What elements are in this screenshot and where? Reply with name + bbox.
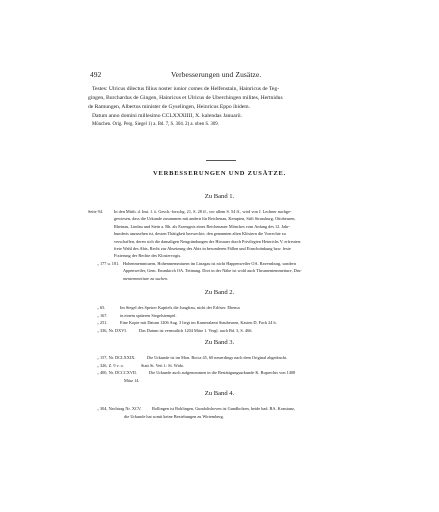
band-heading: Zu Band 2.	[204, 289, 235, 296]
entry-text: Fixierung der Rechte des Klostervogts.	[114, 253, 182, 259]
entry-text: mentemmetiure zu suchen.	[123, 275, 169, 281]
entry-ref: „ 65.	[97, 305, 106, 310]
entry-text: verschaffen, deren sich die damaligen Neugründungen der Hirsauer durch Privilegien Heinrichs V. erfreuten:	[114, 238, 302, 244]
entry-text: die Urkunde hat somit keine Beziehungen zu Wirtemberg.	[124, 413, 224, 419]
entry-text: Bollingen ist Bohlingen, Gundoltshoven ist Gundholzen, beide bad. BA. Konstanz,	[152, 406, 295, 411]
entry-text: Rheinau, Lindau und Stein a. Rh. als Erzeugnis eines Reichenauer Mönches vom Anfang des 12. Jahr-	[114, 223, 290, 229]
band-heading: Zu Band 4.	[204, 390, 235, 397]
band-heading: Zu Band 3.	[204, 339, 235, 346]
entry-text: Die Urkunde auch aufgenommen in die Bestätigungsurkunde K. Ruprechts von 1408	[149, 370, 296, 375]
source-note: München. Orig. Perg. Siegel 1) a. Bd. 7, S. 304. 2) a. oben S. 309.	[92, 122, 219, 127]
entry-ref: „ 304, Nachtrag Nr. XCV.	[97, 406, 142, 411]
entry-ref: „ 167.	[97, 312, 108, 318]
divider	[206, 160, 236, 161]
entry-text: Statt St. Veit l.: St. Wido.	[141, 362, 185, 368]
entry-text: Hohenmemmiuern, Hohenmemmiuern im Linzgau ist nicht Happenweiler OA. Ravensburg, sondern	[123, 261, 296, 266]
entry-ref: „ 336, Nr. DXVI.	[97, 327, 127, 333]
section-title: VERBESSERUNGEN UND ZUSÄTZE.	[152, 170, 287, 177]
entry-text: hunderts anzusehen ist, dessen Thätigkeit bezweckte, den genannten alten Klöstern die Vorrechte zu	[114, 231, 286, 237]
document-line: Testes: Ulricus dilectus filius noster iunior comes de Helfenstain, Hainricus de Teg-	[92, 86, 280, 92]
document-line: gingen, Burchardus de Gingen, Hainricus et Ulricus de Uberchingen milites, Hertnidus	[88, 95, 283, 101]
entry-ref: „ 251.	[97, 320, 108, 325]
document-line: de Ramungen, Albertus minister de Gyselingen, Heinricus Eppo ibidem.	[88, 104, 251, 110]
entry-ref: „ 157, Nr. DCLXXIX.	[97, 355, 136, 360]
entry-text: März 14.	[124, 377, 140, 383]
entry-text: freie Wahl des Abts, Recht zur Absetzung des Abts in besonderen Fällen und Einschränkung bzw. feste	[114, 246, 291, 251]
entry-text: in einem späteren Siegelstempel.	[120, 312, 177, 318]
entry-text: Eine Kopie mit Datum 1206 Aug. 3 liegt im Kameralamt Staubeuren, Kasten D, Fach 24 b.	[120, 320, 277, 325]
band-heading: Zu Band 1.	[204, 193, 235, 200]
entry-ref: „ 177 u. 181.	[97, 261, 120, 266]
page-number: 492	[90, 70, 102, 79]
entry-text: Appenweiler, Gem. Emmkirch OA. Tettnang. Dort in der Nähe ist wohl auch Thrumentemmetiure, Dru-	[123, 268, 302, 274]
running-title: Verbesserungen und Zusätze.	[171, 70, 262, 79]
entry-ref: Seite 94.	[88, 209, 104, 214]
entry-text: Im Siegel des Speirer Kapitels die Jungfrau, nicht der Erlöser. Ebenso	[120, 305, 241, 310]
entry-ref: „ 326, Z. 9 v. o.	[97, 362, 124, 368]
entry-text: In den Mitth. d. Inst. f. ö. Gesch.-forschg. 21, S. 28 ff., vor allem S. 54 ff., wird von J. Lechner nachge-	[114, 209, 292, 214]
date-line: Datum anno domini millesimo CCLXXXIIII, X. kalendas Januarii.	[92, 113, 243, 119]
entry-text: gewiesen, dass die Urkunde zusammen mit andern für Reichenau, Kempten, Stift Strassburg, Ottobeuren,	[114, 216, 296, 222]
entry-text: Das Datum ist vermutlich 1204 März 1. Vergl. auch Bd. 3, S. 466.	[139, 327, 253, 333]
entry-text: Die Urkunde ist im Mon. Boica 45, 60 neuerdings nach dem Original abgedruckt.	[147, 355, 288, 360]
entry-ref: „ 400, Nr. DCCCXVII.	[97, 370, 137, 375]
